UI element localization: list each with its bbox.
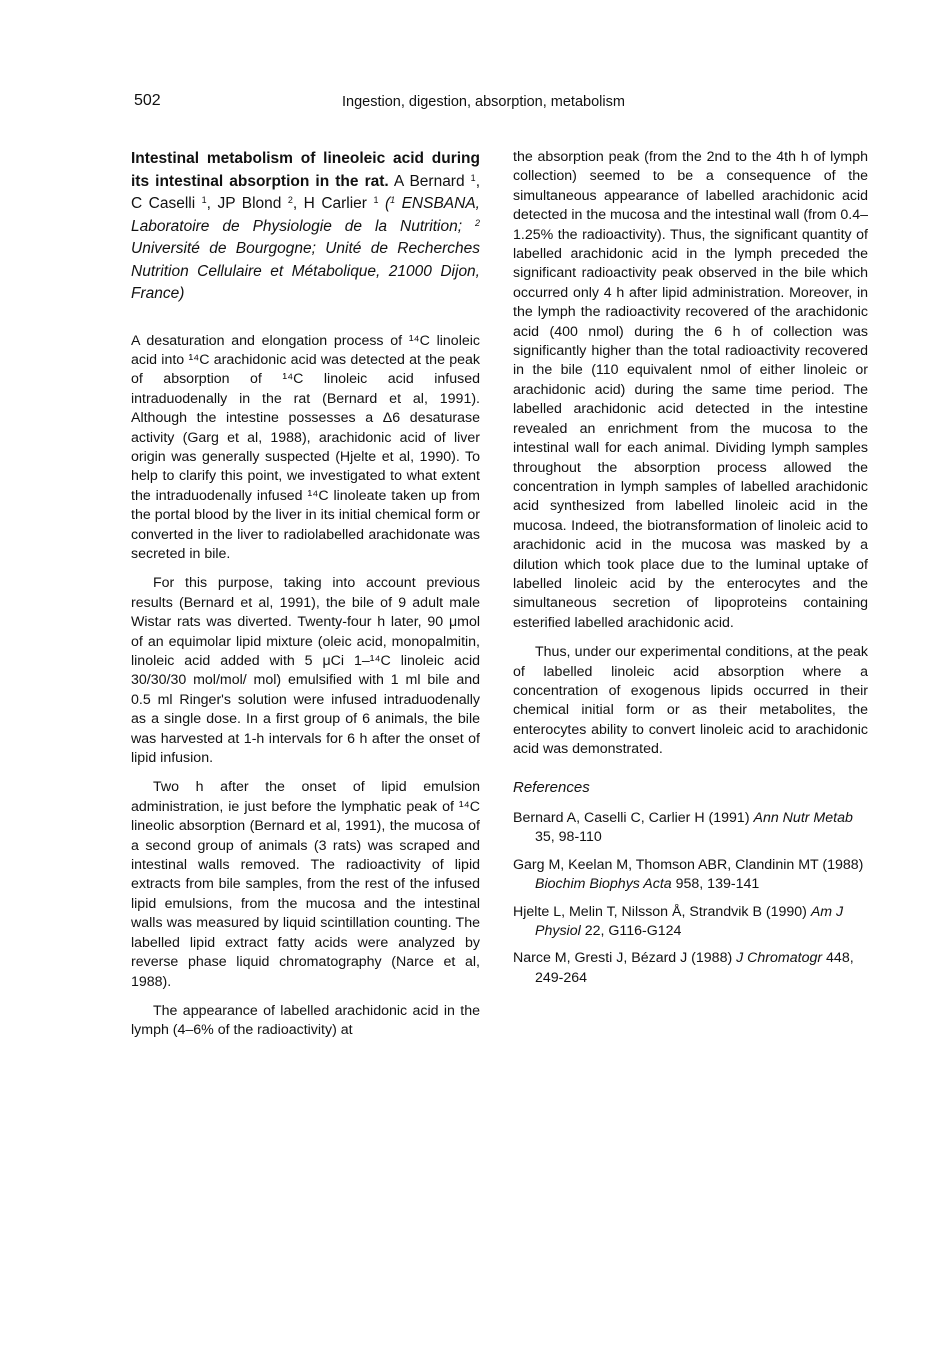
article-heading [131, 148, 480, 306]
author-list: A Bernard $^1$, C Caselli $^1$, JP Blond $^2$, H Carlier $^1$ [131, 172, 480, 212]
paragraph-methods: For this purpose, taking into account previous results (Bernard et al, 1991), the bile of 9 adult male Wistar rats was diverted. Twenty-four h later, 90 μmol of an equimolar lipid mixture (oleic acid, monopalmitin, linoleic acid added with 5 μCi 1–¹⁴C linoleic acid 30/30/30 mol/mol/ mol) emulsified with 1 ml bile and 0.5 ml Ringer's solution were infused intraduodenally as a single dose. In a first group of 6 animals, the bile was harvested at 1-h intervals for 6 h after the onset of lipid infusion. [131, 575, 480, 767]
running-head: Ingestion, digestion, absorption, metabolism [342, 94, 625, 110]
page-number: 502 [134, 92, 161, 109]
paragraph-methods-2: Two h after the onset of lipid emulsion administration, ie just before the lymphatic peak of ¹⁴C lineolic absorption (Bernard et al, 1991), the mucosa of a second group of animals (3 rats) was scraped and intestinal walls removed. The radioactivity of lipid extracts from bile samples, from the rest of the infused lipid emulsions, from the mucosa and the intestinal walls was measured by liquid scintillation counting. The labelled lipid extract fatty acids were analyzed by reverse phase liquid chromatography (Narce et al, 1988). [131, 779, 480, 990]
references-heading: References [513, 778, 590, 796]
reference-item: Hjelte L, Melin T, Nilsson Å, Strandvik B (1990) Am J Physiol 22, G116-G124 [513, 903, 844, 940]
right-column [513, 148, 868, 996]
reference-item: Garg M, Keelan M, Thomson ABR, Clandinin MT (1988) Biochim Biophys Acta 958, 139-141 [513, 856, 864, 893]
reference-item: Bernard A, Caselli C, Carlier H (1991) Ann Nutr Metab 35, 98-110 [513, 810, 853, 846]
paragraph-conclusion: Thus, under our experimental conditions, at the peak of labelled linoleic acid absorption where a concentration of exogenous lipids occurred in their chemical initial form or as their metabolites, the enterocytes ability to convert linoleic acid to arachidonic acid was demonstrated. [513, 644, 868, 758]
left-column [131, 148, 480, 1051]
reference-item: Narce M, Gresti J, Bézard J (1988) J Chromatogr 448, 249-264 [513, 950, 854, 986]
paragraph-results-start: The appearance of labelled arachidonic acid in the lymph (4–6% of the radioactivity) at [131, 1002, 480, 1039]
paragraph-intro: A desaturation and elongation process of ¹⁴C linoleic acid into ¹⁴C arachidonic acid was detected at the peak of absorption of ¹⁴C linoleic acid infused intraduodenally in the rat (Bernard et al, 1991). Although the intestine possesses a Δ6 desaturase activity (Garg et al, 1988), arachidonic acid of liver origin was generally suspected (Hjelte et al, 1990). To help to clarify this point, we investigated to what extent the intraduodenally infused ¹⁴C linoleate taken up from the portal blood by the liver in its initial chemical form or converted in the liver to radiolabelled arachidonate was secreted in bile. [131, 332, 480, 562]
affiliations: ($^1$ ENSBANA, Laboratoire de Physiologie de la Nutrition; $^2$ Université de Bourgogne; Unité de Recherches Nutrition Cellulaire et Métabolique, 21000 Dijon, France) [131, 195, 480, 302]
article-title: Intestinal metabolism of lineoleic acid during its intestinal absorption in the rat. [131, 150, 480, 190]
paragraph-results: the absorption peak (from the 2nd to the 4th h of lymph collection) seemed to be a consequence of the simultaneous appearance of labelled arachidonic acid detected in the mucosa and the intestinal wall (from 0.4–1.25% the radioactivity). Thus, the significant quantity of labelled arachidonic acid in the lymph preceded the significant radioactivity peak observed in the bile which occurred only 4 h after lipid administration. Moreover, in the lymph the radioactivity recovered of the arachidonic acid (400 nmol) during the 6 h of collection was significantly higher than the total radioactivity recovered in the bile (110 equivalent nmol of either linoleic or arachidonic acid) during the same time period. The labelled arachidonic acid detected in the intestine revealed an enrichment from the mucosa to the intestinal wall for each animal. Dividing lymph samples throughout the absorption process allowed the concentration in lymph samples of labelled arachidonic acid synthesized from labelled linoleic acid in the mucosa. Indeed, the biotransformation of linoleic acid to arachidonic acid in the mucosa was masked by a dilution which took place due to the luminal uptake of labelled linoleic acid by the enterocytes and the simultaneous secretion of lipoproteins containing esterified labelled arachidonic acid. [513, 149, 868, 631]
